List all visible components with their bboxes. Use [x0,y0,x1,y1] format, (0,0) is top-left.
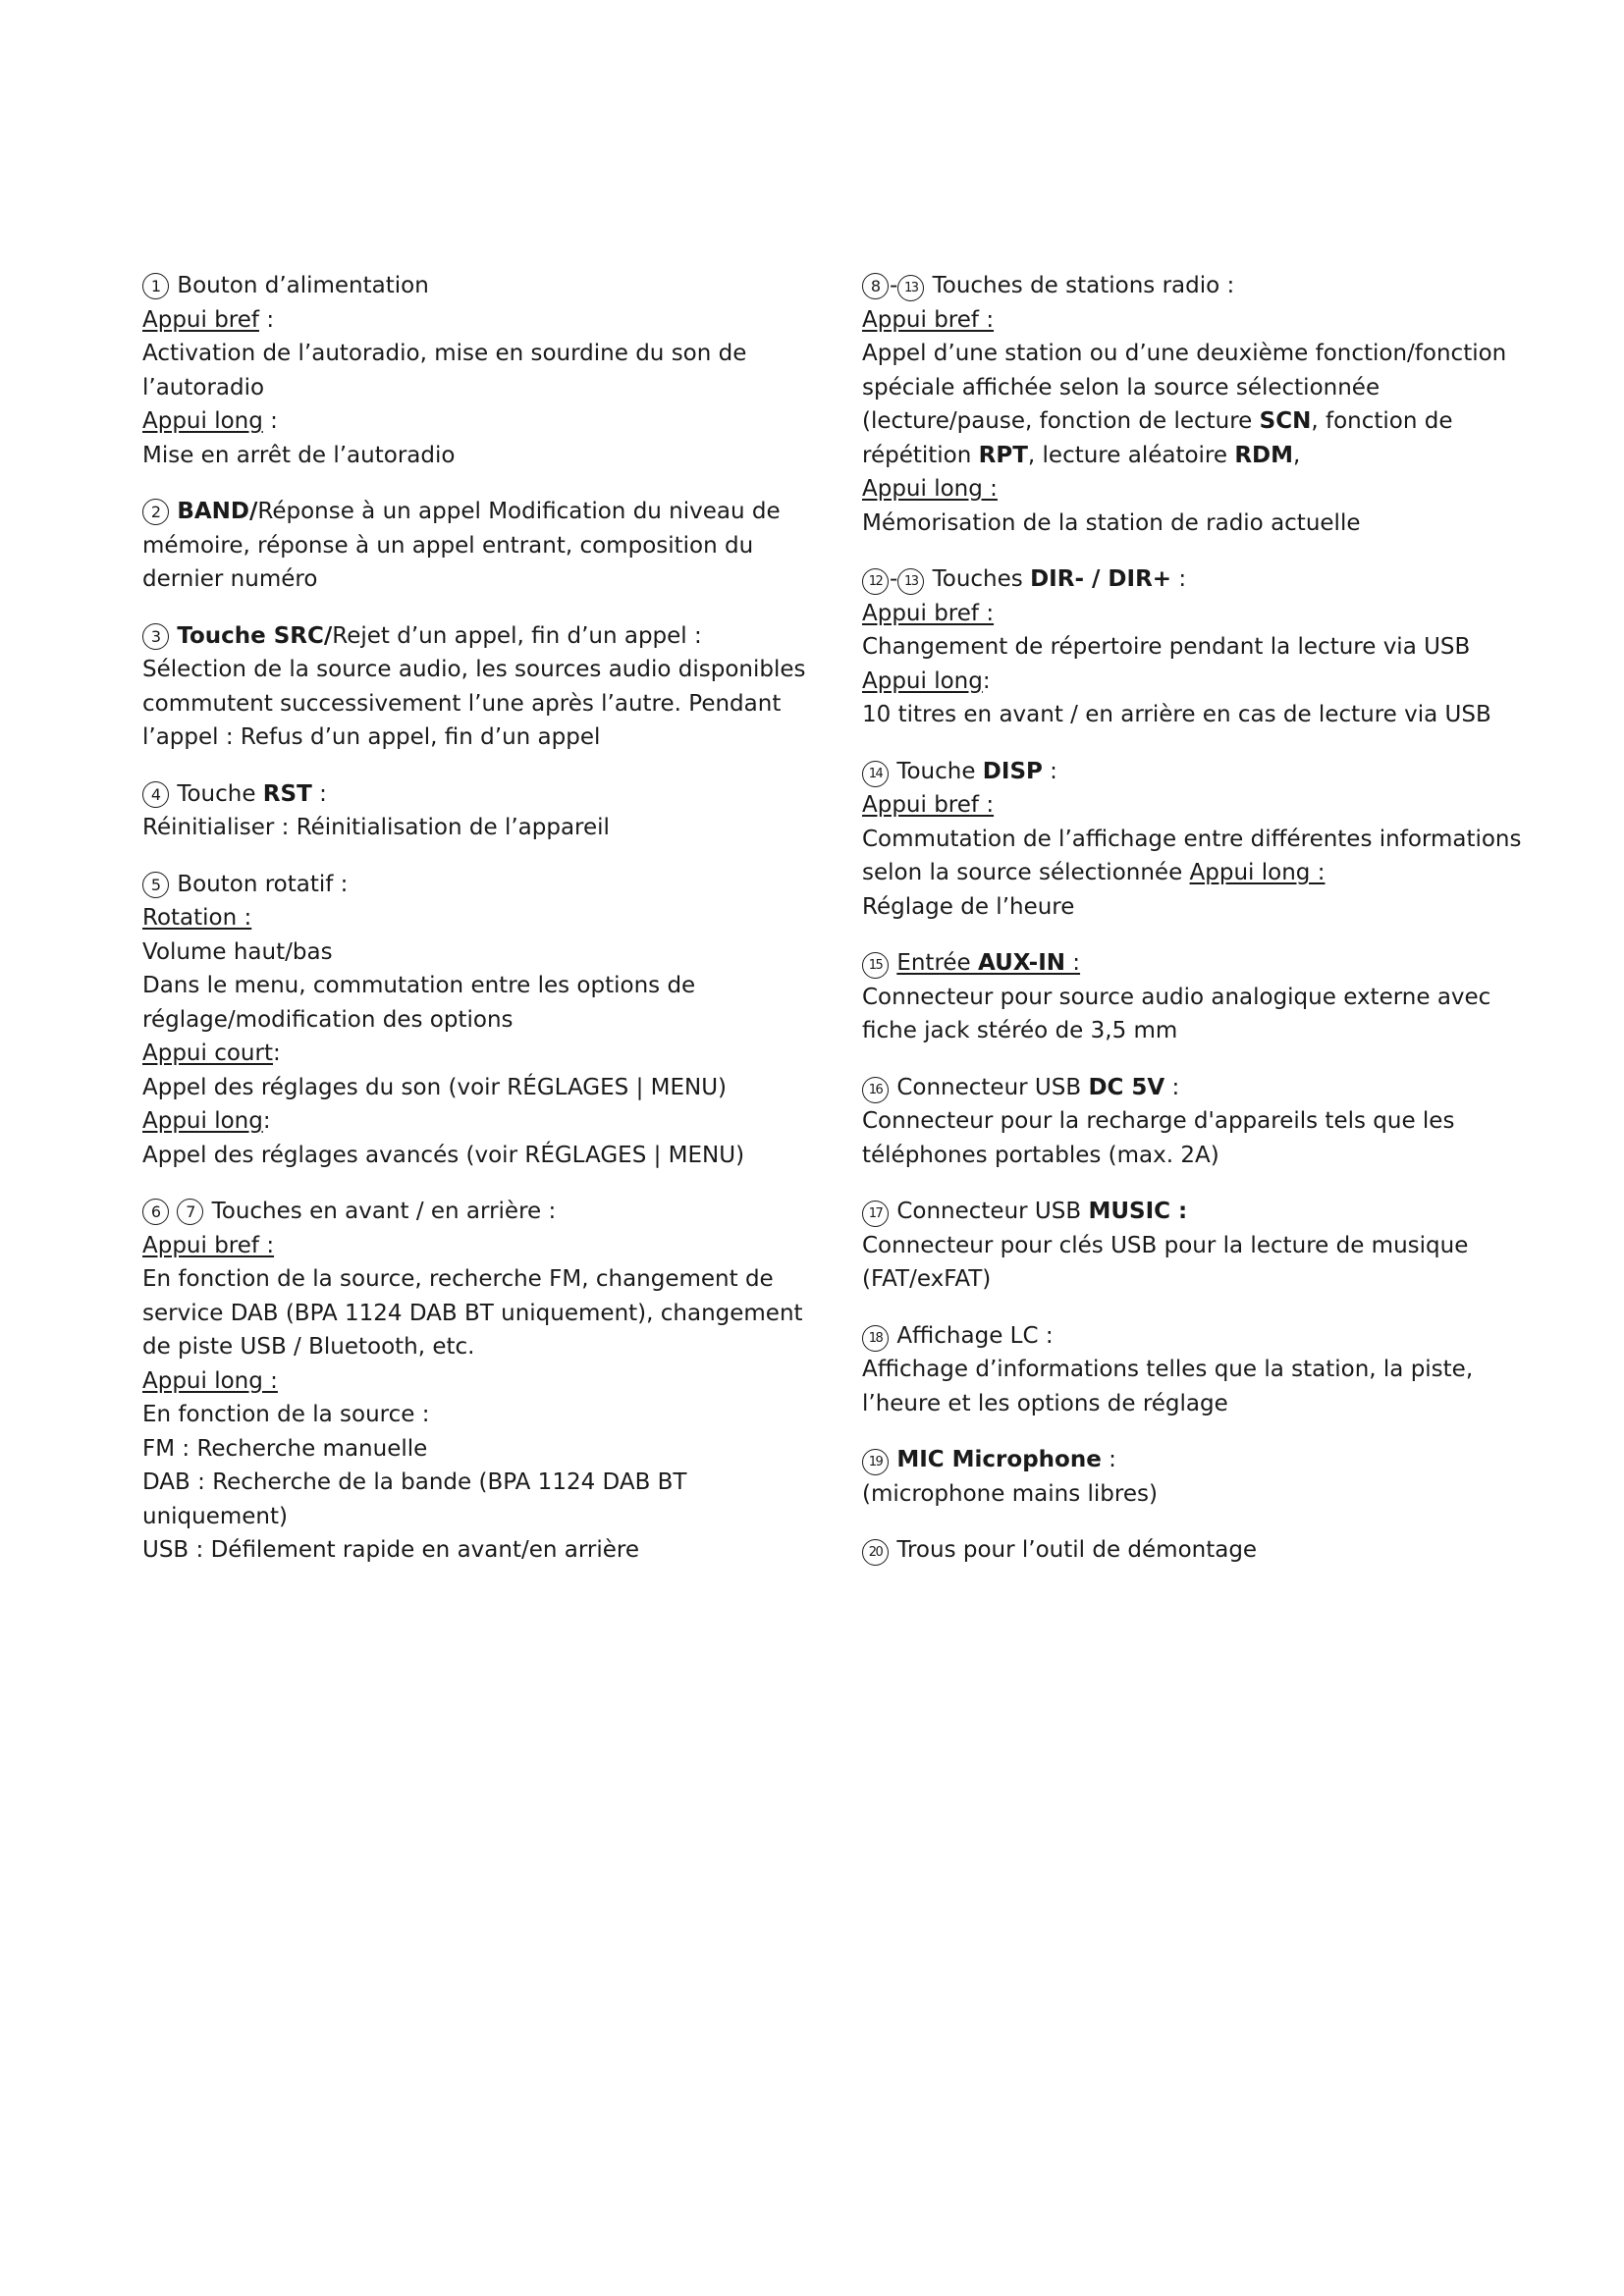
item-disp-button [862,755,1530,925]
item-heading: 4 Touche RST : [142,777,781,812]
description: En fonction de la source : [142,1402,430,1427]
description: Affichage d’informations telles que la station, la piste, [862,1357,1474,1382]
item-rotary-knob: 5 Bouton rotatif : Rotation : Volume haut/bas Dans le menu, commutation entre les options de réglage/modification des options Appui court: Appel des réglages du son (voir RÉGLAGES | MENU) Appui long: Appel des réglages avancés (voir RÉGLAGES | MENU) [142,868,781,1173]
short-press-label: Appui bref : [862,792,995,818]
description: Changement de répertoire pendant la lecture via USB [862,634,1471,660]
description: selon la source sélectionnée Appui long : [862,860,1326,885]
item-heading: 16 Connecteur USB DC 5V : [862,1071,1530,1105]
item-dir-buttons: 12 - 13 Touches DIR- / DIR+ : Appui bref : Changement de répertoire pendant la lecture via USB Appui long: 10 titres en avant / en arrière en cas de lecture via USB [862,562,1530,732]
rotation-label: Rotation : [142,905,252,931]
description: Réglage de l’heure [862,893,1075,920]
description: USB : Défilement rapide en avant/en arrière [142,1537,639,1563]
description: l’appel : Refus d’un appel, fin d’un appel [142,724,601,750]
item-heading: 5 Bouton rotatif : [142,868,781,902]
item-number: 13 [897,275,924,301]
description: Connecteur pour la recharge d'appareils tels que les [862,1108,1455,1134]
item-rst-button [142,777,781,845]
item-heading: 15 Entrée AUX-IN : [862,946,1530,981]
description: service DAB (BPA 1124 DAB BT uniquement), changement [142,1300,803,1326]
item-heading: 19 MIC Microphone : [862,1443,1530,1477]
left-column [142,269,806,1590]
short-press-label: Appui bref : [142,1232,275,1258]
description: Connecteur pour source audio analogique externe avec [862,984,1491,1010]
item-number: 18 [862,1325,889,1352]
description: dernier numéro [142,566,318,592]
item-removal-holes [862,1533,1530,1568]
description: l’heure et les options de réglage [862,1390,1228,1416]
item-power-button: 1 Bouton d’alimentation Appui bref : Activation de l’autoradio, mise en sourdine du son de l’autoradio Appui long : Mise en arrêt de l’autoradio [142,269,781,472]
item-number: 6 [142,1199,169,1225]
description: commutent successivement l’une après l’autre. Pendant [142,690,782,717]
description: 10 titres en avant / en arrière en cas de lecture via USB [862,702,1491,727]
item-number: 14 [862,761,889,787]
item-heading: 18 Affichage LC : [862,1319,1530,1354]
item-number: 15 [862,952,889,979]
description: DAB : Recherche de la bande (BPA 1124 DAB BT [142,1469,687,1495]
item-lc-display [862,1319,1530,1421]
item-number: 1 [142,273,169,299]
description: fiche jack stéréo de 3,5 mm [862,1018,1178,1043]
description: (microphone mains libres) [862,1480,1158,1507]
item-number: 19 [862,1449,889,1475]
item-number: 3 [142,623,169,650]
item-forward-back-buttons [142,1195,803,1568]
item-heading: 8 - 13 Touches de stations radio : [862,269,1530,303]
item-number: 13 [897,568,924,595]
item-number: 12 [862,568,889,595]
description: FM : Recherche manuelle [142,1435,428,1462]
description: Commutation de l’affichage entre différentes informations [862,826,1522,852]
item-number: 4 [142,781,169,808]
description: téléphones portables (max. 2A) [862,1142,1219,1168]
item-number: 5 [142,872,169,898]
item-number: 17 [862,1201,889,1227]
description: Appel des réglages du son (voir RÉGLAGES | MENU) [142,1074,728,1100]
description: Appel des réglages avancés (voir RÉGLAGES | MENU) [142,1142,745,1168]
item-number: 2 [142,499,169,525]
item-aux-in [862,946,1530,1048]
description: Volume haut/bas [142,938,333,965]
short-press-label: Appui bref : [862,600,995,626]
short-press-label: Appui bref [142,306,260,333]
description: (lecture/pause, fonction de lecture SCN, fonction de [862,408,1453,434]
item-heading: 14 Touche DISP : [862,755,1530,789]
right-column [862,269,1530,1590]
item-number: 20 [862,1539,889,1566]
item-src-button [142,619,806,755]
item-usb-music [862,1195,1530,1297]
description: Dans le menu, commutation entre les options de [142,973,696,998]
long-press-label: Appui long [142,1108,263,1134]
description: En fonction de la source, recherche FM, changement de [142,1266,774,1292]
item-heading: 20 Trous pour l’outil de démontage [862,1533,1530,1568]
description: de piste USB / Bluetooth, etc. [142,1334,475,1360]
item-heading: 3 Touche SRC/Rejet d’un appel, fin d’un appel : [142,619,781,654]
item-heading: 1 Bouton d’alimentation [142,269,781,303]
description: Sélection de la source audio, les sources audio disponibles [142,657,806,682]
item-number: 16 [862,1077,889,1103]
description: réglage/modification des options [142,1006,514,1033]
long-press-label: Appui long : [862,476,998,502]
item-number: 8 [862,273,889,299]
description: uniquement) [142,1503,288,1529]
description: Mémorisation de la station de radio actuelle [862,509,1361,536]
item-microphone [862,1443,1530,1511]
item-heading: 17 Connecteur USB MUSIC : [862,1195,1530,1229]
description: mémoire, réponse à un appel entrant, composition du [142,532,754,559]
long-press-label: Appui long : [1189,860,1326,885]
long-press-label: Appui long : [142,1367,278,1394]
description: spéciale affichée selon la source sélectionnée [862,374,1380,400]
long-press-label: Appui long [142,408,263,434]
description: Connecteur pour clés USB pour la lecture de musique [862,1232,1469,1258]
item-usb-dc5v [862,1071,1530,1173]
short-press-label: Appui bref : [862,306,995,333]
description: Réinitialiser : Réinitialisation de l’appareil [142,815,610,840]
short-press-label: Appui court [142,1041,273,1066]
description: Mise en arrêt de l’autoradio [142,442,456,468]
description: l’autoradio [142,374,265,400]
description: (FAT/exFAT) [862,1266,992,1292]
item-band-button [142,495,781,597]
item-heading: 2 BAND/Réponse à un appel Modification du niveau de [142,495,781,529]
description: répétition RPT, lecture aléatoire RDM, [862,442,1301,468]
description: Appel d’une station ou d’une deuxième fonction/fonction [862,341,1507,366]
description: Activation de l’autoradio, mise en sourdine du son de [142,341,747,366]
item-number: 7 [177,1199,203,1225]
item-heading: 12 - 13 Touches DIR- / DIR+ : [862,562,1530,597]
long-press-label: Appui long [862,667,983,694]
item-heading: 6 7 Touches en avant / en arrière : [142,1195,781,1229]
item-station-buttons [862,269,1530,540]
